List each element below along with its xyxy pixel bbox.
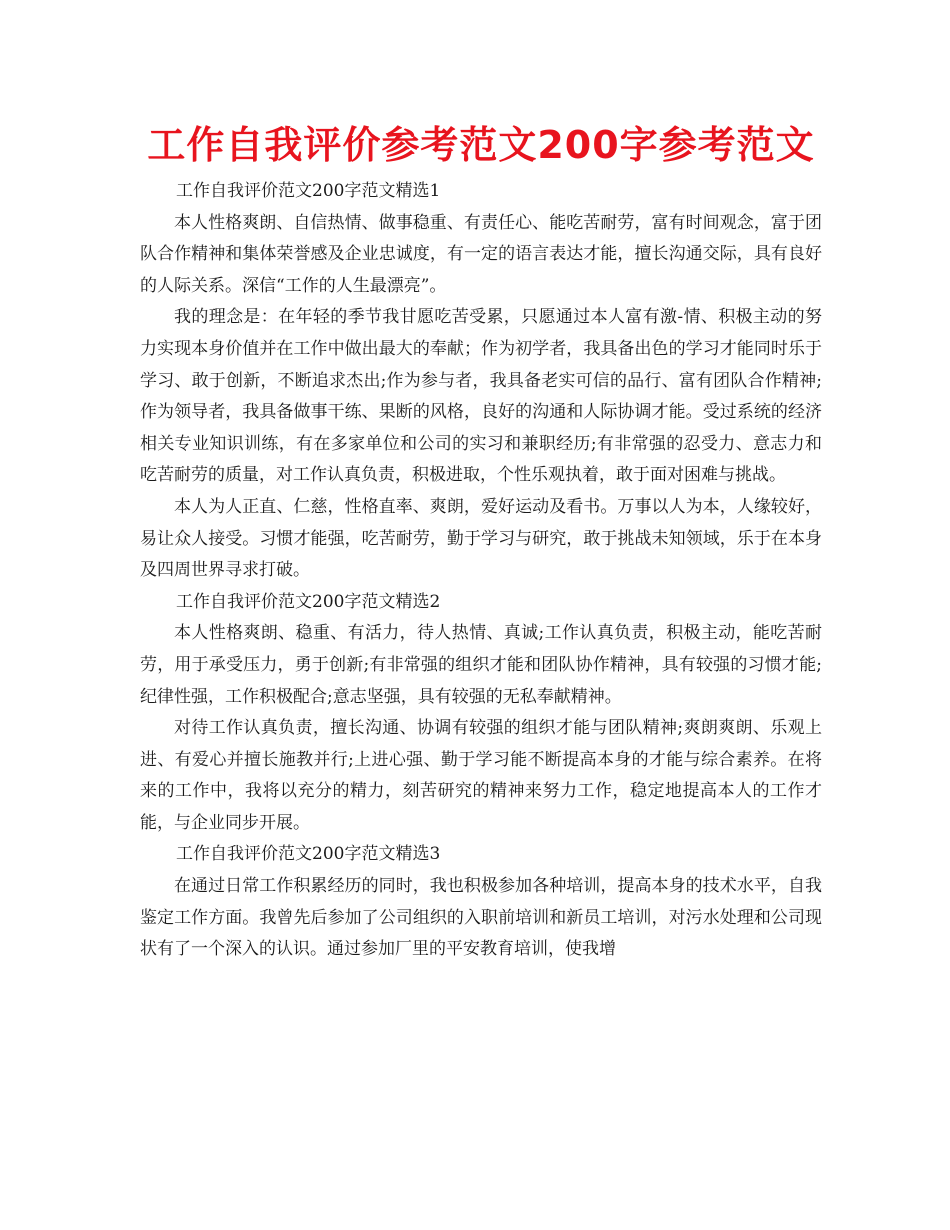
section-heading-2: 工作自我评价范文200字范文精选2 <box>176 591 441 612</box>
body-paragraph: 我的理念是：在年轻的季节我甘愿吃苦受累，只愿通过本人富有激-情、积极主动的努力实现本身价值并在工作中做出最大的奉献；作为初学者，我具备出色的学习才能同时乐于学习、敢于创新，不断追求杰出;作为参与者，我具备老实可信的品行、富有团队合作精神;作为领导者，我具备做事干练、果断的风格，良好的沟通和人际协调才能。受过系统的经济相关专业知识训练，有在多家单位和公司的实习和兼职经历;有非常强的忍受力、意志力和吃苦耐劳的质量，对工作认真负责，积极进取，个性乐观执着，敢于面对困难与挑战。 <box>140 307 822 486</box>
body-paragraph: 本人为人正直、仁慈，性格直率、爽朗，爱好运动及看书。万事以人为本，人缘较好，易让众人接受。习惯才能强，吃苦耐劳，勤于学习与研究，敢于挑战未知领域，乐于在本身及四周世界寻求打破。 <box>140 496 822 581</box>
body-paragraph: 本人性格爽朗、自信热情、做事稳重、有责任心、能吃苦耐劳，富有时间观念，富于团队合作精神和集体荣誉感及企业忠诚度，有一定的语言表达才能，擅长沟通交际，具有良好的人际关系。深信“工作的人生最漂亮”。 <box>140 212 822 296</box>
body-paragraph: 对待工作认真负责，擅长沟通、协调有较强的组织才能与团队精神;爽朗爽朗、乐观上进、有爱心并擅长施教并行;上进心强、勤于学习能不断提高本身的才能与综合素养。在将来的工作中，我将以充分的精力，刻苦研究的精神来努力工作，稳定地提高本人的工作才能，与企业同步开展。 <box>140 718 822 833</box>
document-title: 工作自我评价参考范文200字参考范文 <box>147 123 815 167</box>
body-paragraph: 在通过日常工作积累经历的同时，我也积极参加各种培训，提高本身的技术水平，自我鉴定工作方面。我曾先后参加了公司组织的入职前培训和新员工培训，对污水处理和公司现状有了一个深入的认识。通过参加厂里的平安教育培训，使我增 <box>140 876 822 960</box>
body-paragraph: 本人性格爽朗、稳重、有活力，待人热情、真诚;工作认真负责，积极主动，能吃苦耐劳，用于承受压力，勇于创新;有非常强的组织才能和团队协作精神，具有较强的习惯才能;纪律性强，工作积极配合;意志坚强，具有较强的无私奉献精神。 <box>140 623 822 707</box>
section-heading-3: 工作自我评价范文200字范文精选3 <box>176 844 441 865</box>
document-body <box>140 176 822 966</box>
section-heading-1: 工作自我评价范文200字范文精选1 <box>176 181 441 201</box>
